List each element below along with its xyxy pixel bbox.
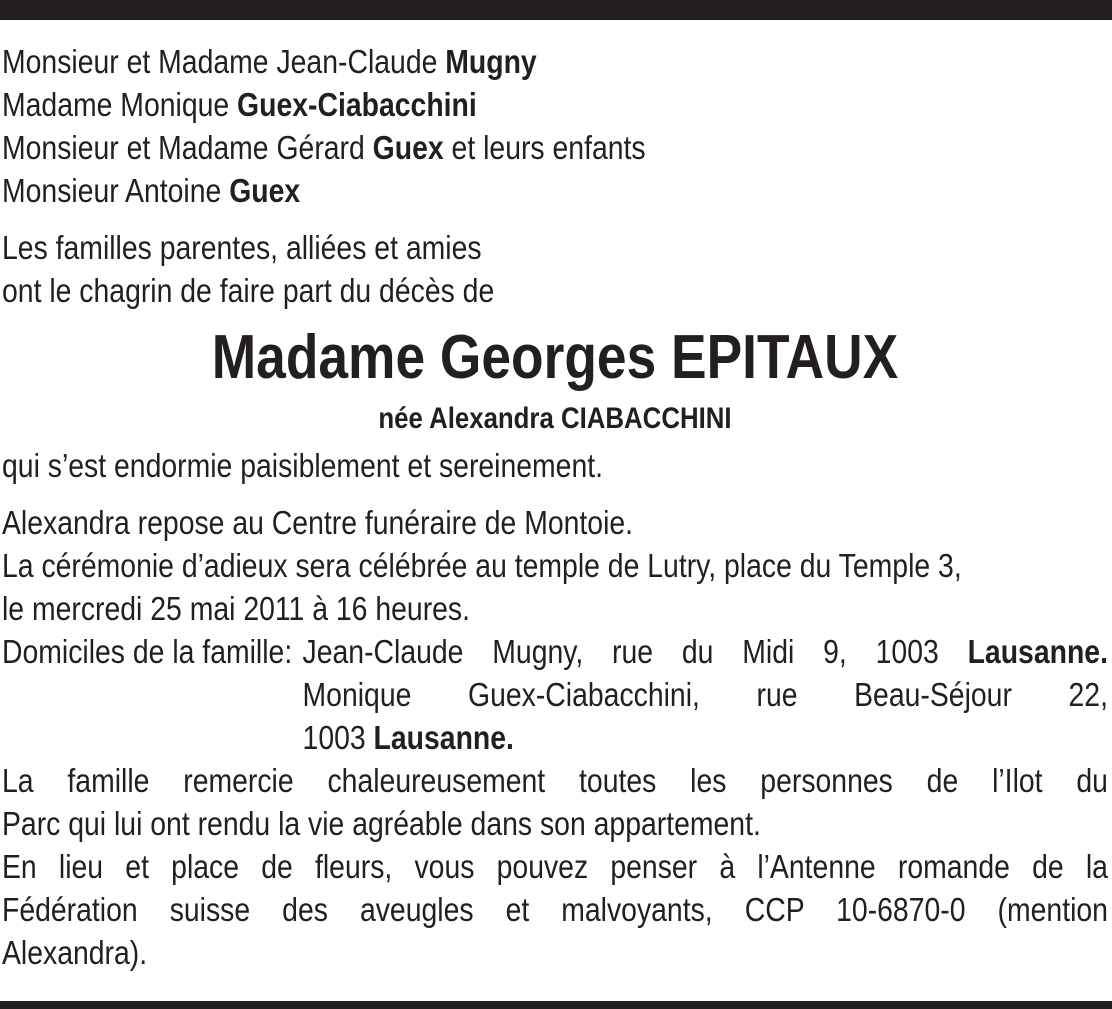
donation-line-3: Alexandra). [2,934,148,971]
family-line-4: Monsieur Antoine Guex [2,172,301,209]
family-domiciles [2,630,1108,759]
thanks-paragraph [2,759,1108,845]
maiden-name: née Alexandra CIABACCHINI [378,402,732,435]
family-line-3: Monsieur et Madame Gérard Guex et leurs enfants [2,129,646,166]
thanks-line-1: La famille remercie chaleureusement toutes les personnes de l’Ilot du [2,762,1108,799]
family-line-1: Monsieur et Madame Jean-Claude Mugny [2,43,537,80]
spacer [2,487,1108,501]
intro-line-1: Les familles parentes, alliées et amies [2,229,482,266]
ceremony-details [2,501,1108,630]
obituary-notice [2,40,1108,974]
donation-line-2: Fédération suisse des aveugles et malvoyants, CCP 10-6870-0 (mention [2,891,1108,928]
repose-line: Alexandra repose au Centre funéraire de Montoie. [2,504,634,541]
ceremony-line-1: La cérémonie d’adieux sera célébrée au temple de Lutry, place du Temple 3, [2,547,962,584]
donation-paragraph [2,845,1108,974]
intro-text [2,226,1108,312]
domicile-line-2: Monique Guex-Ciabacchini, rue Beau-Séjour 22, [302,676,1108,713]
domicile-line-1: Jean-Claude Mugny, rue du Midi 9, 1003 Lausanne. [302,633,1108,670]
top-rule [0,0,1112,20]
domiciles-addresses [303,630,1108,759]
thanks-line-2: Parc qui lui ont rendu la vie agréable dans son appartement. [2,805,761,842]
domiciles-label: Domiciles de la famille: [2,633,293,670]
bottom-rule [0,1001,1112,1009]
family-line-2: Madame Monique Guex-Ciabacchini [2,86,477,123]
domicile-line-3: 1003 Lausanne. [302,719,514,756]
family-list [2,40,1108,212]
intro-line-2: ont le chagrin de faire part du décès de [2,272,495,309]
spacer [2,212,1108,226]
donation-line-1: En lieu et place de fleurs, vous pouvez penser à l’Antenne romande de la [2,848,1108,885]
deceased-block [2,318,1108,440]
deceased-name: Madame Georges EPITAUX [211,323,899,392]
peace-line: qui s’est endormie paisiblement et sereinement. [2,447,604,484]
ceremony-line-2: le mercredi 25 mai 2011 à 16 heures. [2,590,471,627]
